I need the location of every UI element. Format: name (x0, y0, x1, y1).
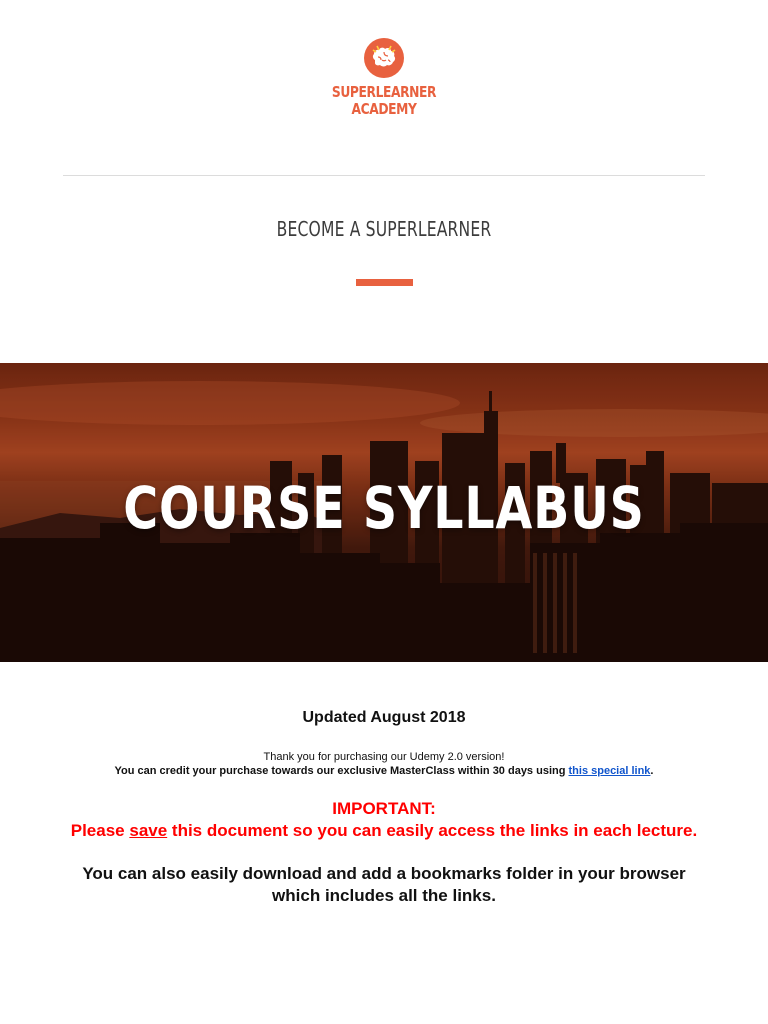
updated-date: Updated August 2018 (302, 709, 466, 726)
bookmarks-note (0, 863, 768, 907)
header-divider (63, 175, 705, 176)
hero-title: COURSE SYLLABUS (123, 474, 645, 542)
special-link[interactable]: this special link (568, 765, 651, 777)
important-heading: IMPORTANT: (332, 799, 436, 818)
thanks-note: Thank you for purchasing our Udemy 2.0 version! (263, 751, 505, 763)
logo-text (69, 84, 699, 118)
credit-text: You can credit your purchase towards our exclusive MasterClass within 30 days using (114, 765, 569, 777)
tagline: BECOME A SUPERLEARNER (276, 217, 492, 241)
bookmarks-line-1: You can also easily download and add a bookmarks folder in your browser (82, 864, 686, 883)
important-text-end: this document so you can easily access the links in each lecture. (167, 821, 698, 840)
important-text-start: Please (70, 821, 130, 840)
logo-line-1: SUPERLEARNER (331, 83, 437, 101)
accent-bar (356, 279, 413, 286)
credit-end: . (650, 765, 654, 777)
logo (0, 38, 768, 118)
bookmarks-line-2: which includes all the links. (272, 886, 496, 905)
important-message (0, 821, 768, 841)
save-emphasis: save (129, 821, 168, 840)
brain-icon (364, 38, 404, 78)
credit-note (0, 765, 768, 778)
logo-line-2: ACADEMY (351, 100, 417, 118)
